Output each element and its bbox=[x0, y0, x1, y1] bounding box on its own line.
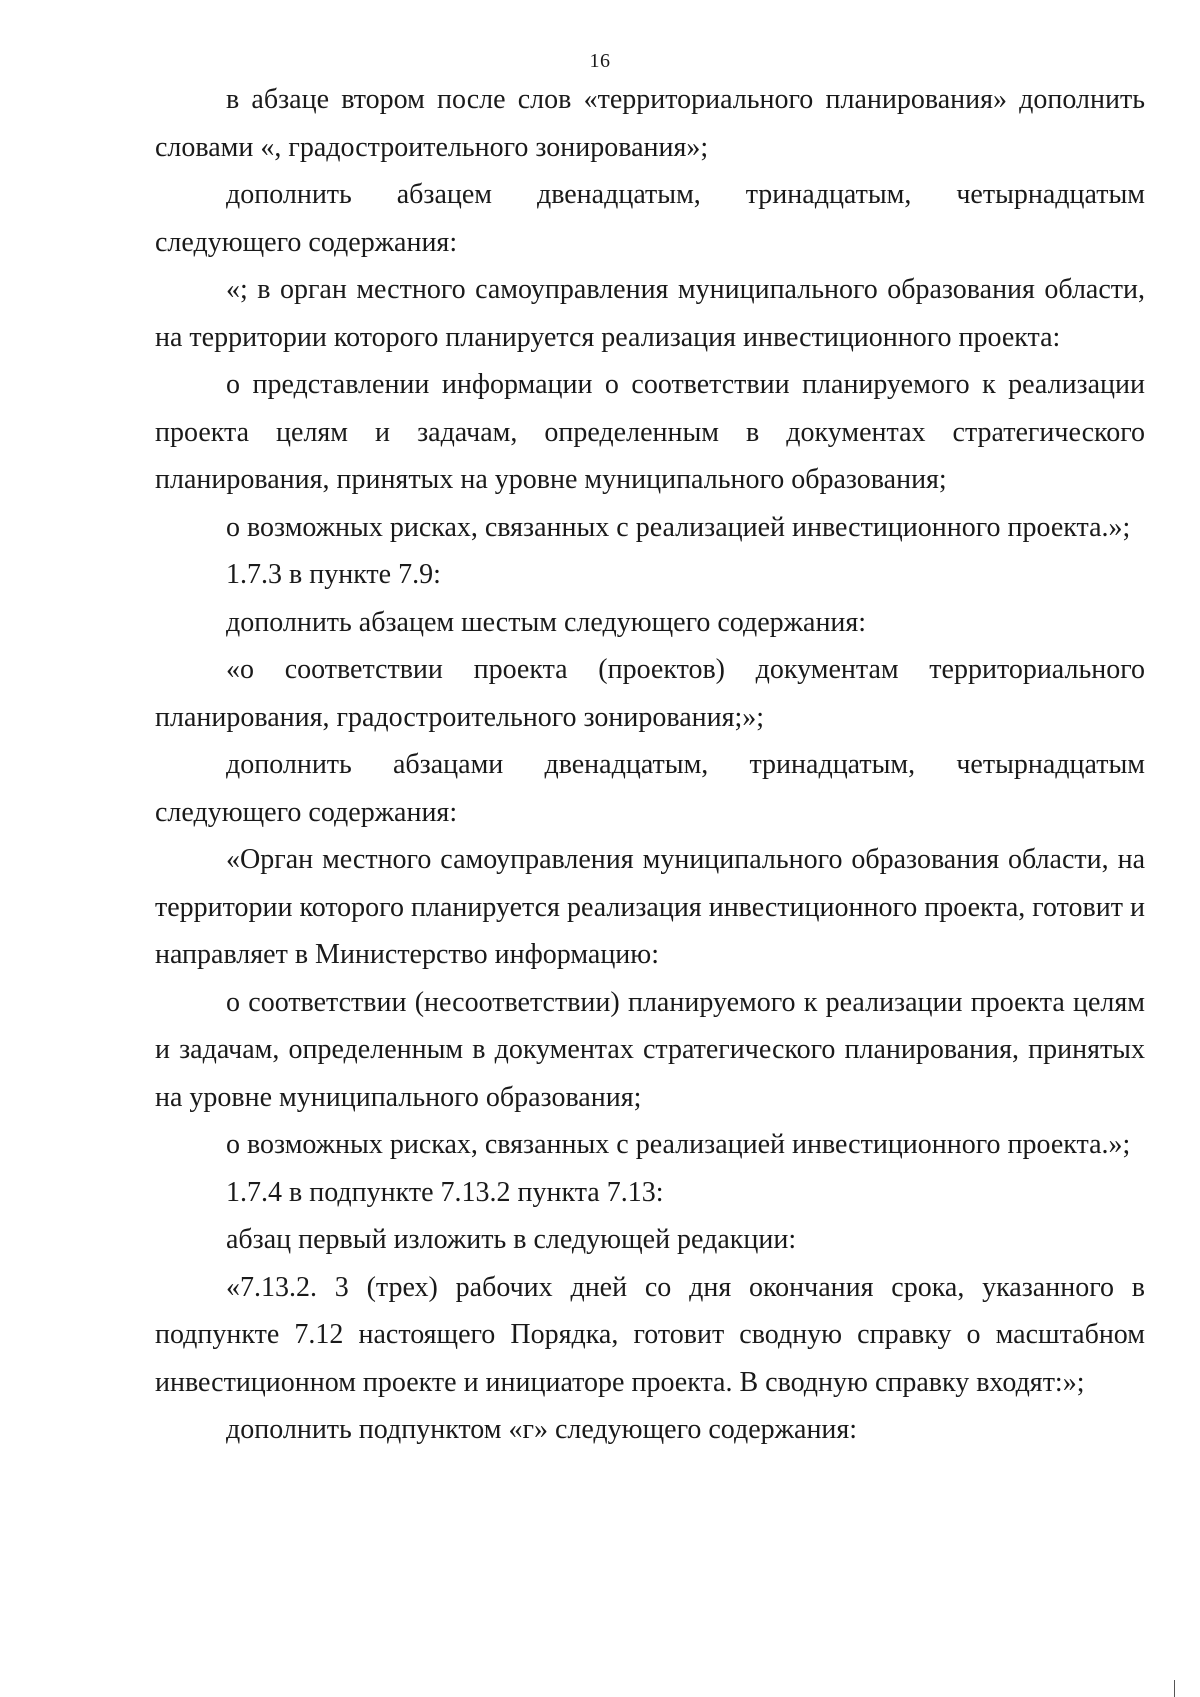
paragraph-item-1-7-4: 1.7.4 в подпункте 7.13.2 пункта 7.13: bbox=[226, 1176, 664, 1208]
paragraph-predstavlenie-informacii: о представлении информации о соответствии планируемого к реализации проекта целям и задачам, определенным в документах стратегического планирования, принятых на уровне муниципального образования; bbox=[155, 369, 1145, 495]
paragraph-add-abzacy: дополнить абзацем двенадцатым, тринадцатым, четырнадцатым следующего содержания: bbox=[155, 179, 1145, 258]
paragraph-quote-organ: «; в орган местного самоуправления муниципального образования области, на территории которого планируется реализация инвестиционного проекта: bbox=[155, 274, 1145, 353]
paragraph-quote-7-13-2: «7.13.2. 3 (трех) рабочих дней со дня окончания срока, указанного в подпункте 7.12 настоящего Порядка, готовит сводную справку о масштабном инвестиционном проекте и инициаторе проекта. В сводную справку входят:»; bbox=[155, 1271, 1145, 1398]
scan-edge-mark bbox=[1174, 1680, 1175, 1697]
paragraph-add-abzacy-2: дополнить абзацами двенадцатым, тринадцатым, четырнадцатым следующего содержания: bbox=[155, 749, 1145, 828]
paragraph-add-abzac-shestoy: дополнить абзацем шестым следующего содержания: bbox=[226, 606, 867, 638]
paragraph-quote-sootvetstvie: «о соответствии проекта (проектов) документам территориального планирования, градостроительного зонирования;»; bbox=[155, 654, 1145, 733]
paragraph-riski-2: о возможных рисках, связанных с реализацией инвестиционного проекта.»; bbox=[226, 1129, 1131, 1160]
paragraph-nesootvetstvie: о соответствии (несоответствии) планируемого к реализации проекта целям и задачам, определенным в документах стратегического планирования, принятых на уровне муниципального образования; bbox=[155, 986, 1145, 1113]
paragraph-amend-abzac-vtoroy: в абзаце втором после слов «территориального планирования» дополнить словами «, градостроительного зонирования»; bbox=[155, 84, 1145, 163]
document-body bbox=[155, 76, 1145, 1454]
paragraph-riski: о возможных рисках, связанных с реализацией инвестиционного проекта.»; bbox=[226, 511, 1131, 543]
paragraph-add-podpunkt-g: дополнить подпунктом «г» следующего содержания: bbox=[226, 1414, 858, 1445]
paragraph-abzac-perviy: абзац первый изложить в следующей редакции: bbox=[226, 1224, 797, 1255]
paragraph-item-1-7-3: 1.7.3 в пункте 7.9: bbox=[226, 559, 441, 590]
paragraph-quote-organ-2: «Орган местного самоуправления муниципального образования области, на территории которого планируется реализация инвестиционного проекта, готовит и направляет в Министерство информацию: bbox=[155, 844, 1145, 970]
page-number: 16 bbox=[589, 50, 611, 72]
